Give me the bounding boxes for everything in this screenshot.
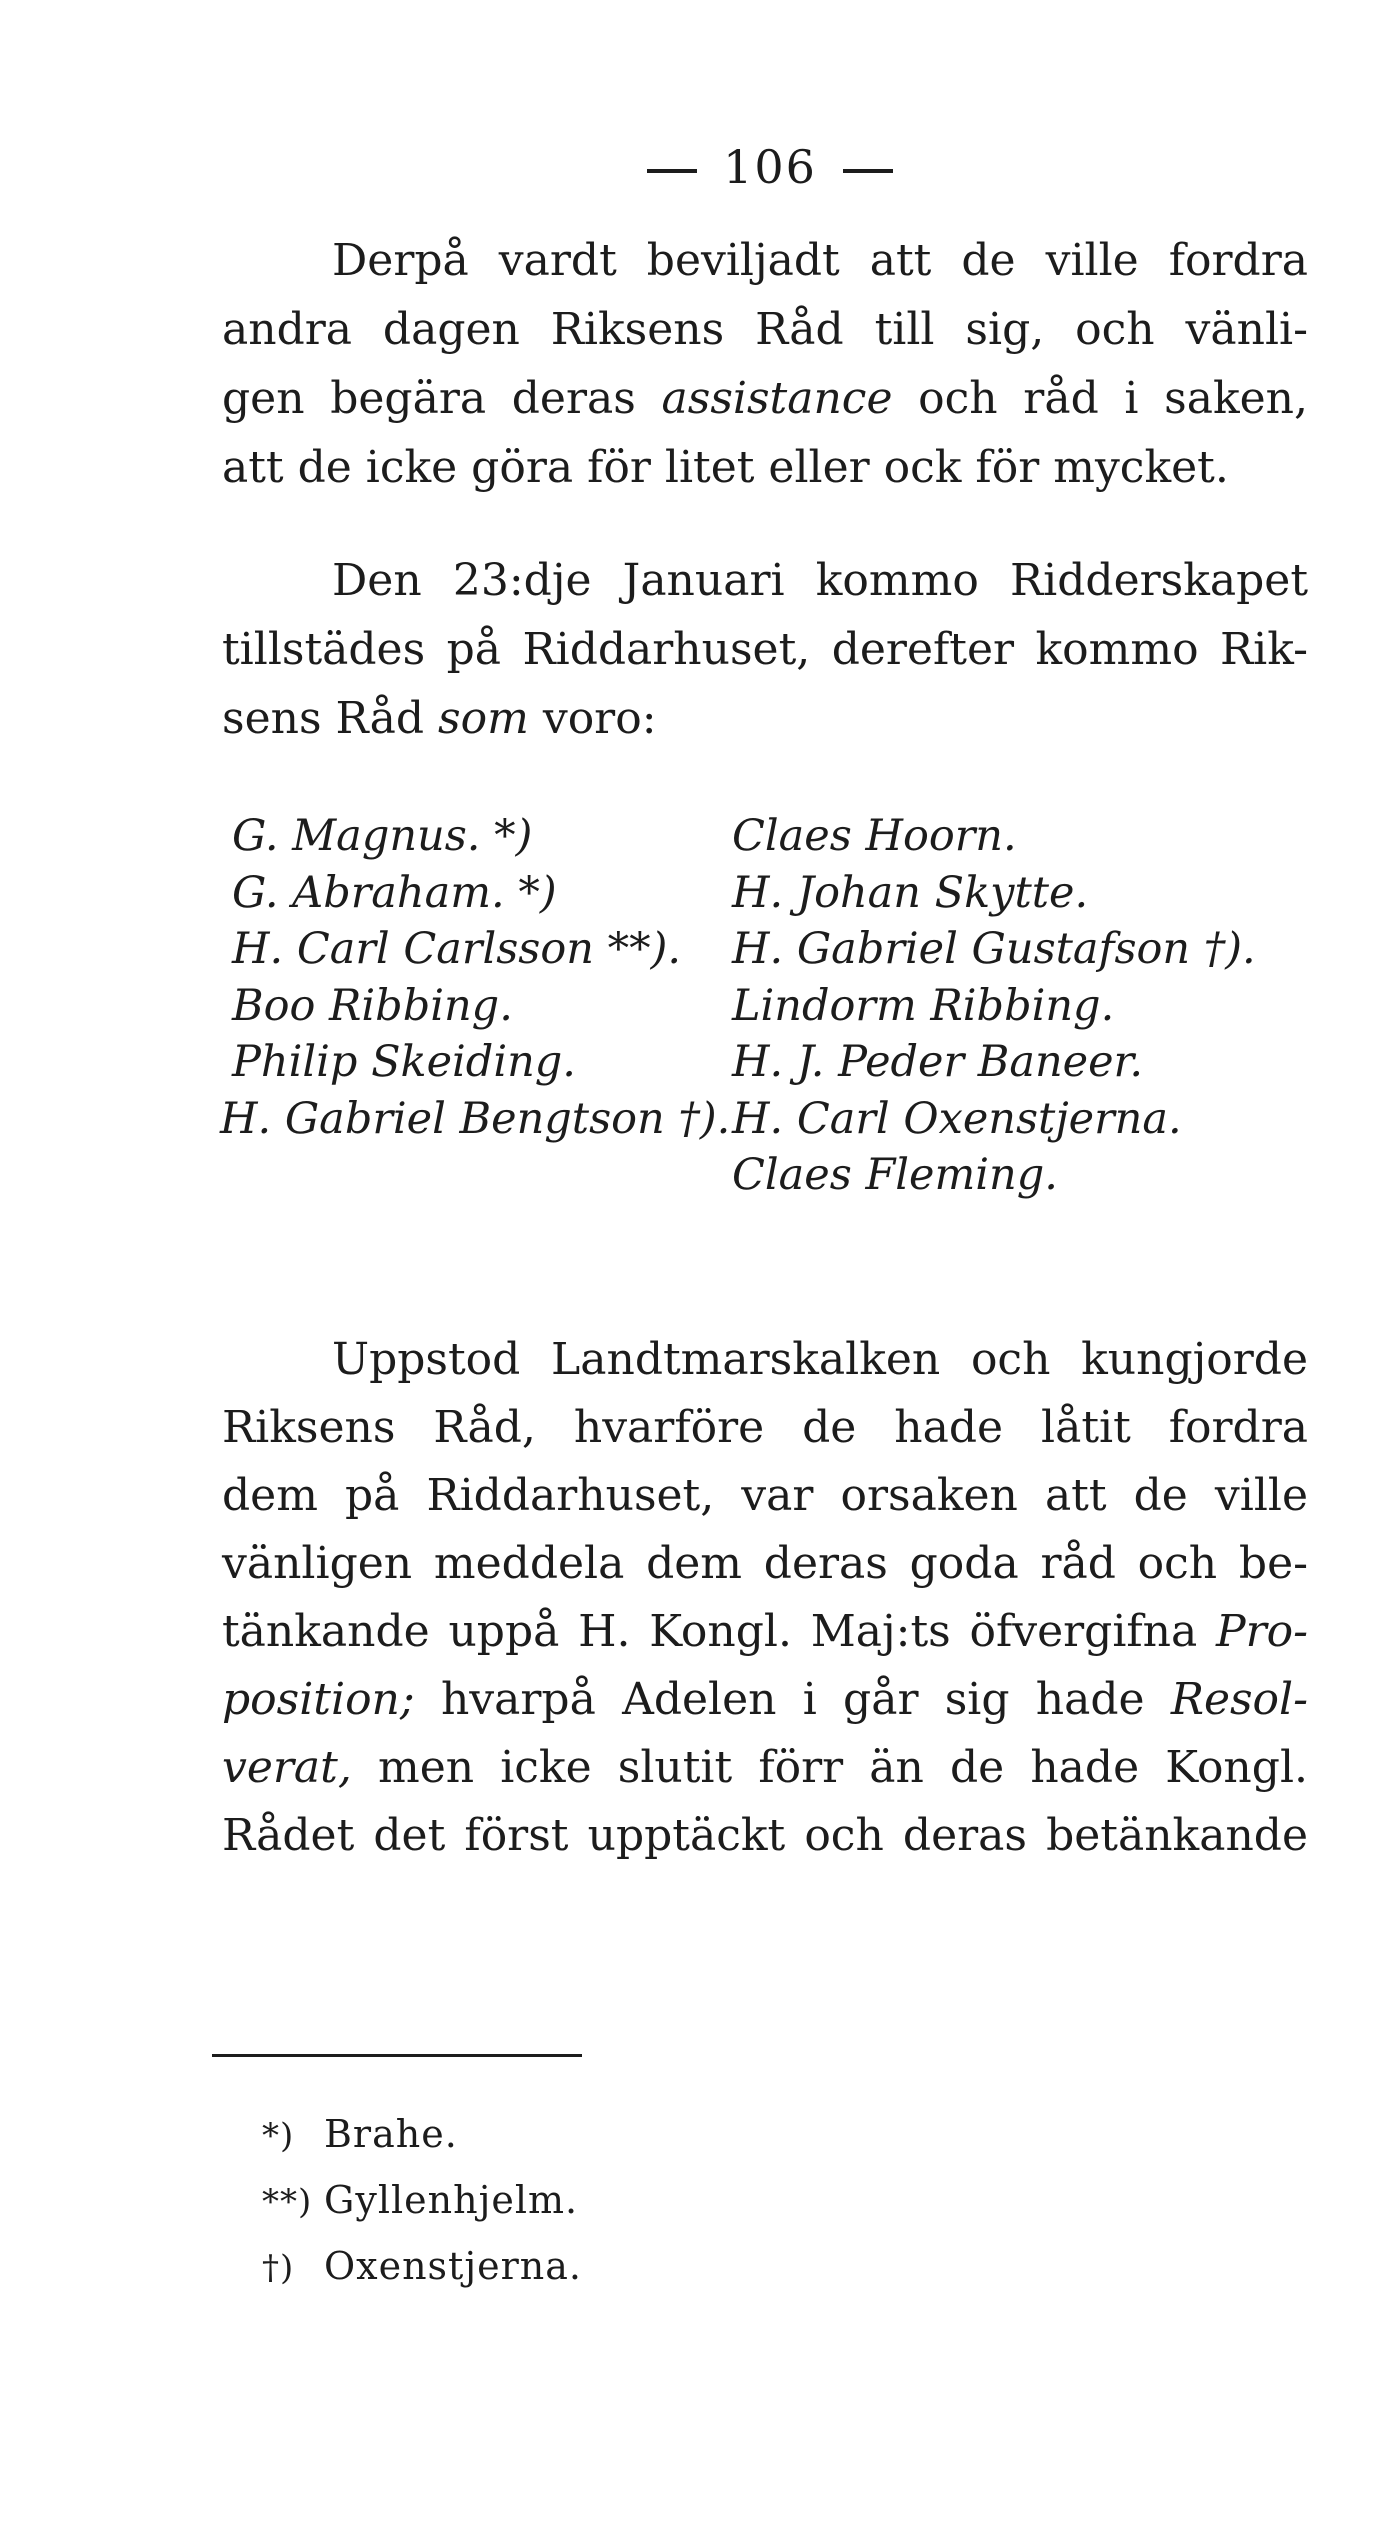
footnote-mark: **)	[262, 2182, 313, 2222]
name-row	[220, 978, 1320, 1035]
footnote-text: Gyllenhjelm.	[324, 2178, 579, 2222]
name-left: H. Gabriel Bengtson †).	[220, 1093, 731, 1144]
paragraph-2-line: Den 23:dje Januari kommo Ridderskapet	[332, 555, 1308, 606]
paragraph-3-line: dem på Riddarhuset, var orsaken att de ville	[222, 1470, 1308, 1521]
name-left: Philip Skeiding.	[232, 1037, 576, 1087]
page-number: 106	[723, 140, 817, 194]
paragraph-2	[222, 546, 1308, 753]
paragraph-3-line: position; hvarpå Adelen i går sig hade Resol-	[222, 1674, 1308, 1725]
footnote-text: Oxenstjerna.	[324, 2244, 582, 2288]
council-names-list	[220, 808, 1320, 1204]
paragraph-1-line: andra dagen Riksens Råd till sig, och vänli-	[222, 304, 1308, 355]
name-row	[220, 921, 1320, 978]
paragraph-1-line: Derpå vardt beviljadt att de ville fordra	[332, 235, 1308, 286]
name-right: H. Gabriel Gustafson †).	[732, 924, 1256, 974]
footnote	[262, 2234, 582, 2300]
header-dash-left	[647, 169, 697, 173]
paragraph-3-line: Riksens Råd, hvarföre de hade låtit fordra	[222, 1402, 1308, 1453]
paragraph-3-line: tänkande uppå H. Kongl. Maj:ts öfvergifna Pro-	[222, 1606, 1308, 1657]
footnote-text: Brahe.	[324, 2112, 458, 2156]
paragraph-3-line: vänligen meddela dem deras goda råd och be-	[222, 1538, 1308, 1589]
paragraph-2-line: sens Råd som voro:	[222, 693, 657, 744]
name-left: H. Carl Carlsson **).	[232, 924, 682, 974]
footnote	[262, 2168, 582, 2234]
header-dash-right	[843, 169, 893, 173]
paragraph-3	[222, 1326, 1308, 1870]
paragraph-1	[222, 226, 1308, 502]
name-row	[220, 1091, 1320, 1148]
footnote	[262, 2102, 582, 2168]
name-row	[220, 1034, 1320, 1091]
page-header	[560, 140, 980, 194]
footnotes	[262, 2102, 582, 2300]
paragraph-2-line: tillstädes på Riddarhuset, derefter kommo Rik-	[222, 624, 1308, 675]
name-row	[220, 808, 1320, 865]
paragraph-1-line: gen begära deras assistance och råd i saken,	[222, 373, 1309, 424]
footnote-mark: †)	[262, 2248, 295, 2288]
footnote-mark: *)	[262, 2116, 295, 2156]
name-right: Claes Hoorn.	[732, 811, 1017, 861]
paragraph-3-line: Rådet det först upptäckt och deras betänkande	[222, 1810, 1308, 1861]
paragraph-3-line: verat, men icke slutit förr än de hade Kongl.	[222, 1742, 1308, 1793]
name-row	[220, 865, 1320, 922]
footnote-rule	[212, 2054, 582, 2057]
name-row	[220, 1147, 1320, 1204]
name-right: H. Johan Skytte.	[732, 867, 1089, 918]
paragraph-3-line: Uppstod Landtmarskalken och kungjorde	[332, 1334, 1308, 1385]
name-right: H. J. Peder Baneer.	[732, 1037, 1144, 1087]
name-left: G. Abraham. *)	[232, 867, 557, 918]
name-left: G. Magnus. *)	[232, 811, 533, 861]
name-left: Boo Ribbing.	[232, 980, 513, 1031]
name-right: H. Carl Oxenstjerna.	[732, 1093, 1182, 1144]
paragraph-1-line: att de icke göra för litet eller ock för mycket.	[222, 442, 1229, 493]
name-right: Lindorm Ribbing.	[732, 980, 1115, 1031]
name-right: Claes Fleming.	[732, 1150, 1058, 1200]
